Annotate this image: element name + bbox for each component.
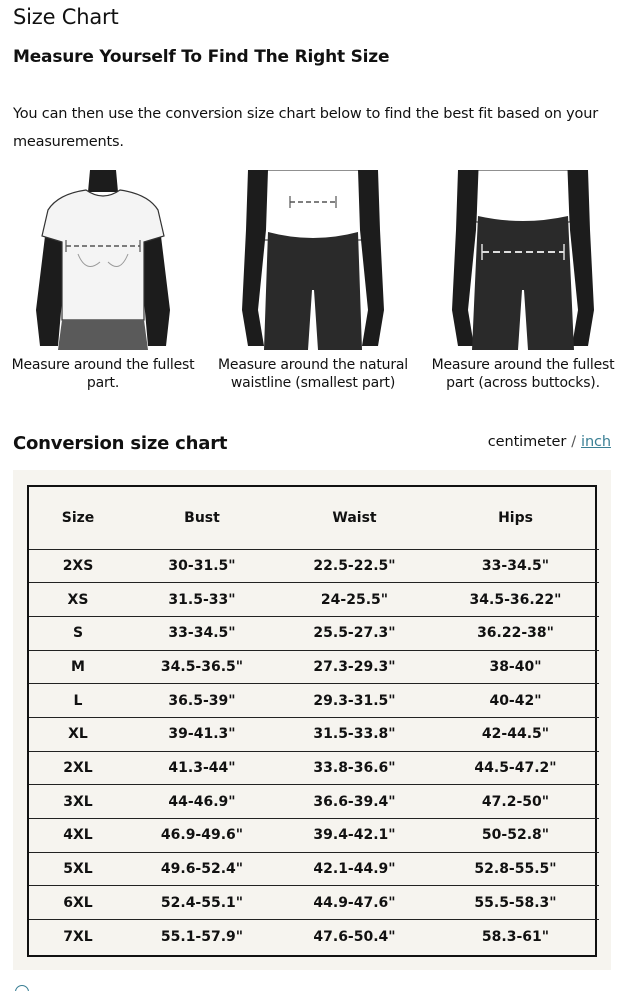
cell-waist: 47.6-50.4": [313, 928, 396, 945]
page-subtitle: Measure Yourself To Find The Right Size: [13, 47, 390, 67]
cell-size: XL: [29, 717, 127, 751]
cell-waist: 36.6-39.4": [277, 785, 432, 819]
figure-waist: [218, 170, 408, 392]
unit-inch-link[interactable]: inch: [581, 434, 611, 450]
table-row: [29, 886, 599, 920]
cell-size: M: [29, 650, 127, 684]
figure-hips-caption: Measure around the fullest part (across buttocks).: [431, 357, 615, 391]
cell-waist: 25.5-27.3": [277, 616, 432, 650]
cell-bust: 36.5-39": [127, 684, 277, 718]
size-table: [29, 487, 599, 953]
cell-hips: 52.8-55.5": [432, 852, 599, 886]
cell-hips: 38-40": [432, 650, 599, 684]
cell-size: 4XL: [29, 819, 127, 853]
table-row: [29, 684, 599, 718]
size-table-panel: [13, 470, 611, 970]
cell-waist: 29.3-31.5": [277, 684, 432, 718]
header-bust: Bust: [127, 487, 277, 549]
cell-bust: 46.9-49.6": [127, 819, 277, 853]
table-row: [29, 785, 599, 819]
cell-bust: 39-41.3": [127, 717, 277, 751]
table-row: [29, 751, 599, 785]
cell-bust: 34.5-36.5": [127, 650, 277, 684]
cell-size: 7XL: [63, 928, 93, 945]
cell-hips: 55.5-58.3": [432, 886, 599, 920]
table-row: [29, 616, 599, 650]
header-hips: Hips: [432, 487, 599, 549]
cell-bust: 55.1-57.9": [160, 928, 244, 945]
cell-hips: 33-34.5": [432, 549, 599, 583]
cell-bust: 41.3-44": [127, 751, 277, 785]
cell-waist: 42.1-44.9": [277, 852, 432, 886]
cell-size: 5XL: [29, 852, 127, 886]
cell-hips: 40-42": [432, 684, 599, 718]
bust-measure-figure-icon: [28, 170, 178, 350]
cell-waist: 44.9-47.6": [277, 886, 432, 920]
table-header-row: [29, 487, 599, 549]
cell-hips: 42-44.5": [432, 717, 599, 751]
unit-separator: /: [571, 434, 577, 450]
unit-centimeter[interactable]: centimeter: [487, 434, 567, 450]
header-size: Size: [29, 487, 127, 549]
cell-hips: 34.5-36.22": [432, 583, 599, 617]
cell-size: 2XL: [29, 751, 127, 785]
figure-bust: [8, 170, 198, 392]
cell-bust: 31.5-33": [127, 583, 277, 617]
header-waist: Waist: [277, 487, 432, 549]
cell-hips: 44.5-47.2": [432, 751, 599, 785]
figure-hips: [428, 170, 618, 392]
cell-hips: 36.22-38": [432, 616, 599, 650]
cell-hips: 58.3-61": [481, 928, 550, 945]
cell-size: L: [29, 684, 127, 718]
cell-waist: 33.8-36.6": [277, 751, 432, 785]
table-row: [29, 583, 599, 617]
figure-waist-caption: Measure around the natural waistline (smallest part): [218, 357, 408, 391]
intro-text: You can then use the conversion size chart below to find the best fit based on your measurements.: [13, 106, 598, 150]
conversion-title: Conversion size chart: [13, 433, 228, 454]
cell-size: 2XS: [29, 549, 127, 583]
cell-size: 6XL: [29, 886, 127, 920]
table-row: [29, 717, 599, 751]
cell-bust: 49.6-52.4": [127, 852, 277, 886]
cell-bust: 33-34.5": [127, 616, 277, 650]
size-table-container: [27, 485, 597, 957]
table-row: [29, 549, 599, 583]
cell-waist: 27.3-29.3": [277, 650, 432, 684]
info-circle-icon[interactable]: [15, 985, 29, 991]
cell-bust: 44-46.9": [127, 785, 277, 819]
unit-toggle: [488, 434, 611, 450]
cell-hips: 50-52.8": [432, 819, 599, 853]
waist-measure-figure-icon: [238, 170, 388, 350]
table-row: [29, 920, 599, 954]
cell-size: S: [29, 616, 127, 650]
cell-size: XS: [29, 583, 127, 617]
cell-waist: 39.4-42.1": [277, 819, 432, 853]
cell-bust: 30-31.5": [127, 549, 277, 583]
cell-waist: 31.5-33.8": [277, 717, 432, 751]
cell-bust: 52.4-55.1": [127, 886, 277, 920]
cell-hips: 47.2-50": [432, 785, 599, 819]
hips-measure-figure-icon: [448, 170, 598, 350]
table-row: [29, 852, 599, 886]
table-row: [29, 650, 599, 684]
cell-waist: 22.5-22.5": [277, 549, 432, 583]
cell-size: 3XL: [29, 785, 127, 819]
table-row: [29, 819, 599, 853]
cell-waist: 24-25.5": [277, 583, 432, 617]
page-title: Size Chart: [13, 5, 119, 29]
measurement-figures: [0, 170, 620, 420]
figure-bust-caption: Measure around the fullest part.: [11, 357, 195, 391]
